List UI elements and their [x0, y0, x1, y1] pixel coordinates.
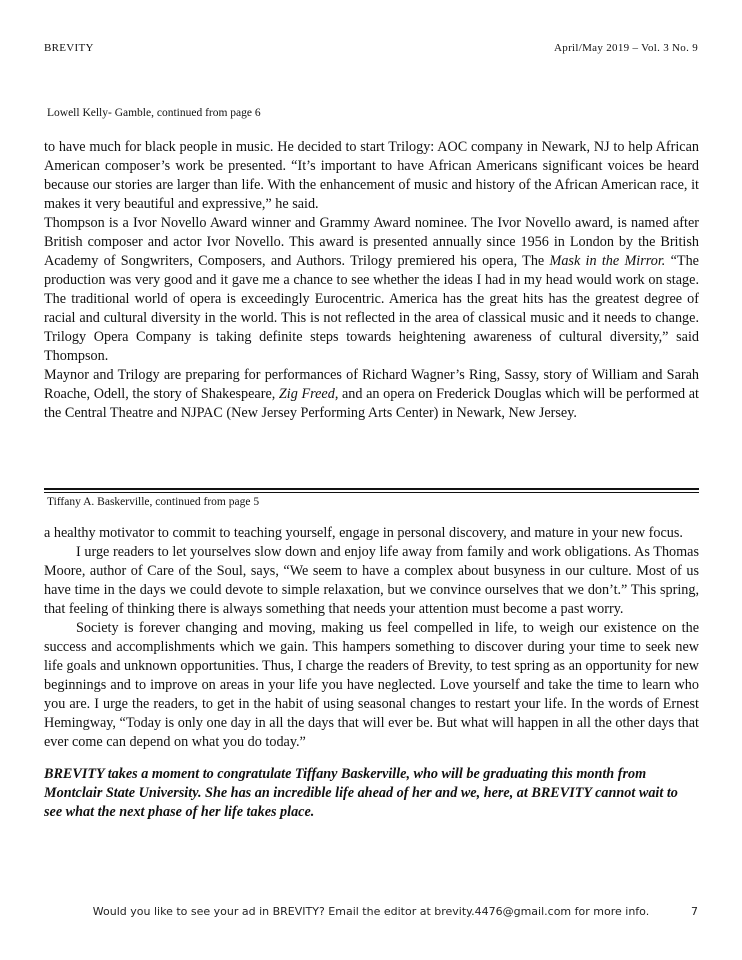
section-divider: [44, 492, 699, 493]
paragraph: to have much for black people in music. He decided to start Trilogy: AOC company in Newark, NJ to help African American composer’s work be presented. “It’s important to have African Americans significant voices be heard because our stories are larger than life. With the enhancement of music and history of the African American race, it makes it very beautiful and expressive,” he said.: [44, 139, 699, 212]
text-run: Thompson is a Ivor Novello Award winner and Grammy Award nominee. The Ivor Novello award, is named after British composer and actor Ivor Novello. This award is presented annually since 1956 in London by the British Academy of Songwriters, Composers, and Authors. Trilogy premiered his opera, The: [44, 215, 699, 269]
paragraph: [44, 214, 699, 366]
publication-name: BREVITY: [44, 42, 94, 54]
paragraph: Society is forever changing and moving, making us feel compelled in life, to weigh our existence on the success and accomplishments which we gain. This hampers something to discover during your time to seek new life goals and unknown opportunities. Thus, I charge the readers of Brevity, to test spring as an opportunity for new beginnings and to improve on areas in your life you have neglected. Love yourself and take the time to learn who you are. I urge the readers, to get in the habit of using seasonal changes to restart your life. In the words of Ernest Hemingway, “Today is only one day in all the days that will ever be. But what will happen in all the other days that ever come can depend on what you do today.”: [44, 620, 699, 750]
text-run: “The production was very good and it gave me a chance to see whether the ideas I had in my head would work on stage. The traditional world of opera is exceedingly Eurocentric. America has the great hits has the greatest degree of racial and cultural diversity in the world. This is not reflected in the area of classical music and it needs to change. Trilogy Opera Company is taking definite steps towards heightening awareness of cultural diversity,” said Thompson.: [44, 253, 699, 364]
opera-title: Mask in the Mirror.: [549, 253, 666, 269]
article-kelly-gamble: [44, 138, 699, 423]
article-baskerville: [44, 524, 699, 752]
paragraph: I urge readers to let yourselves slow down and enjoy life away from family and work obligations. As Thomas Moore, author of Care of the Soul, says, “We seem to have a complex about busyness in our culture. Most of us have time in the days we could devote to simple relaxation, but we convince ourselves that we don’t.” This spring, that feeling of thinking there is always something that needs your attention must become a past worry.: [44, 544, 699, 617]
section-divider: [44, 488, 699, 490]
paragraph: [44, 366, 699, 423]
congratulations-note: BREVITY takes a moment to congratulate Tiffany Baskerville, who will be graduating this month from Montclair State University. She has an incredible life ahead of her and we, here, at BREVITY cannot wait to see what the next phase of her life takes place.: [44, 766, 678, 820]
page-number: 7: [691, 905, 698, 918]
continued-label-kelly-gamble: Lowell Kelly- Gamble, continued from page 6: [47, 107, 261, 119]
paragraph: a healthy motivator to commit to teaching yourself, engage in personal discovery, and mature in your new focus.: [44, 525, 683, 541]
footer-ad-text: Would you like to see your ad in BREVITY? Email the editor at brevity.4476@gmail.com for more info.: [92, 905, 650, 918]
text-run: Maynor and Trilogy are preparing for performances of Richard Wagner’s Ring, Sassy, story of William and Sarah Roache, Odell, the story of Shakespeare,: [44, 367, 699, 402]
issue-info: April/May 2019 – Vol. 3 No. 9: [554, 42, 698, 54]
continued-label-baskerville: Tiffany A. Baskerville, continued from page 5: [47, 496, 260, 508]
work-title: Zig Freed: [278, 386, 335, 402]
text-run: , and an opera on Frederick Douglas which will be performed at the Central Theatre and NJPAC (New Jersey Performing Arts Center) in Newark, New Jersey.: [44, 386, 699, 421]
